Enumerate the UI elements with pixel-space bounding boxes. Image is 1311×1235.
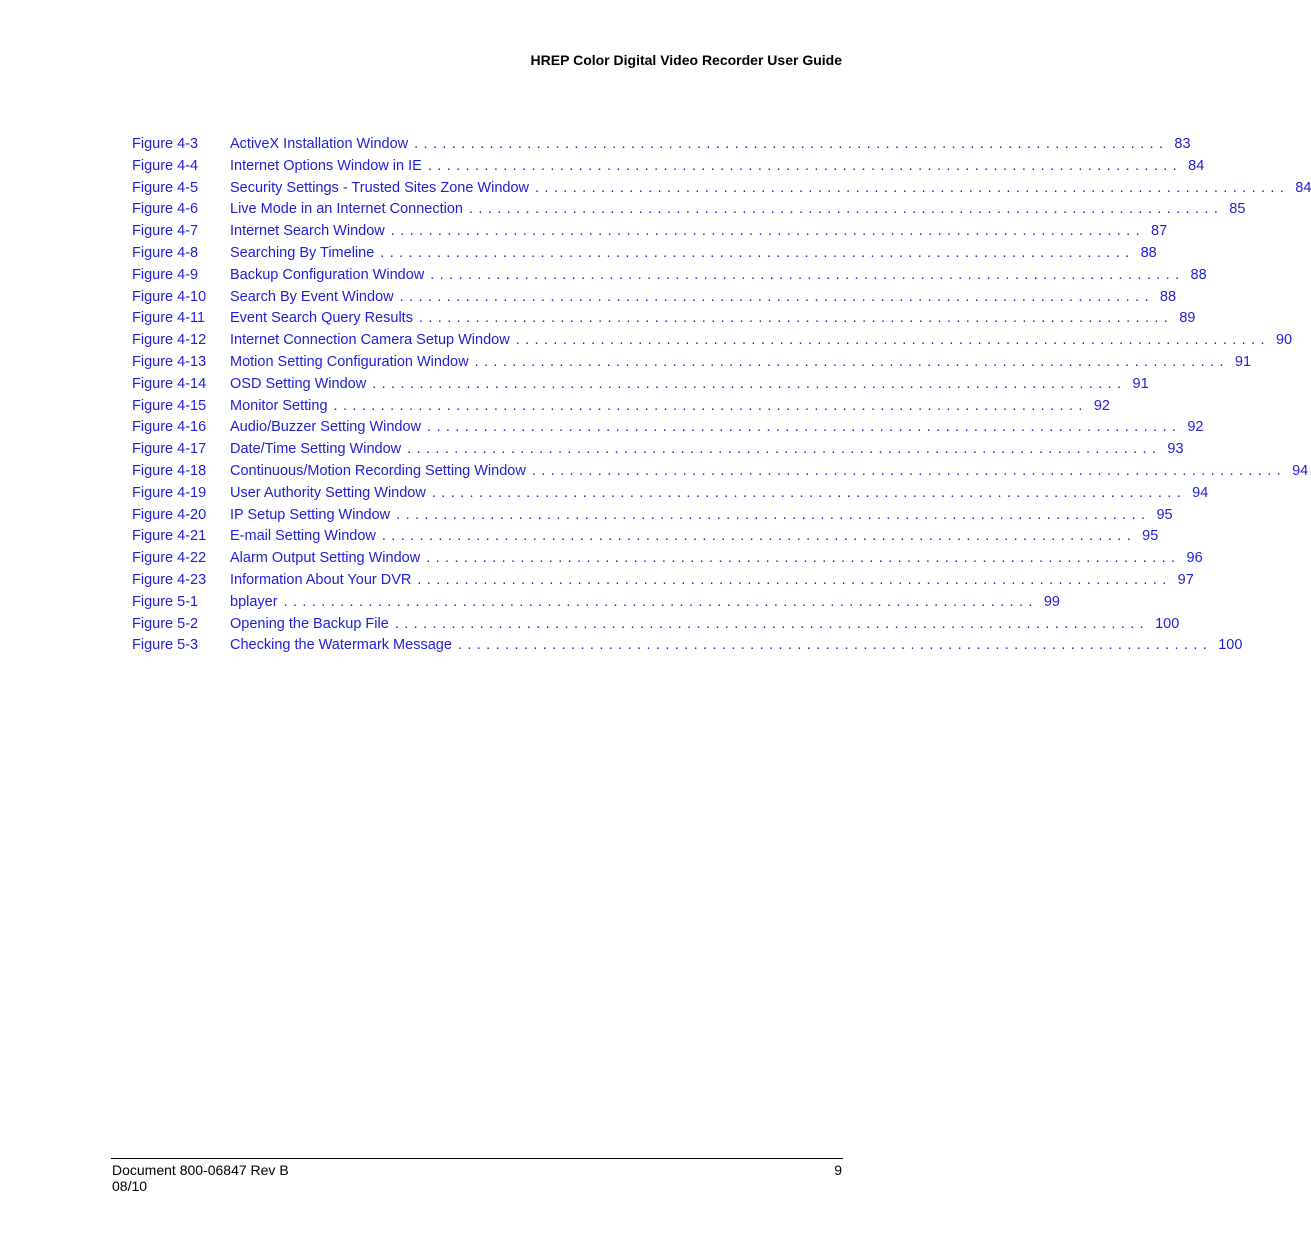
dot-leader: ................................................................................ xyxy=(431,484,1187,501)
toc-figure-number: Figure 4-12 xyxy=(132,332,207,349)
dot-leader: ................................................................................ xyxy=(283,593,1038,610)
dot-leader: ................................................................................ xyxy=(468,201,1224,218)
toc-figure-number: Figure 4-9 xyxy=(132,266,199,283)
toc-page-number: 89 xyxy=(1179,310,1196,327)
dot-leader: ................................................................................ xyxy=(515,332,1270,349)
toc-figure-number: Figure 4-13 xyxy=(132,353,207,370)
toc-figure-title: Internet Options Window in IE xyxy=(230,157,422,174)
toc-figure-number: Figure 4-7 xyxy=(132,223,199,240)
toc-figure-number: Figure 4-15 xyxy=(132,397,207,414)
toc-entry[interactable] xyxy=(132,330,1293,352)
toc-figure-title: Information About Your DVR xyxy=(230,571,412,588)
dot-leader: ................................................................................ xyxy=(531,462,1287,479)
toc-figure-number: Figure 4-20 xyxy=(132,506,207,523)
toc-page-number: 92 xyxy=(1093,397,1110,414)
dot-leader: ................................................................................ xyxy=(417,571,1172,588)
toc-entry[interactable] xyxy=(132,570,1194,592)
toc-figure-number: Figure 5-1 xyxy=(132,593,199,610)
toc-figure-number: Figure 4-18 xyxy=(132,462,207,479)
document-number: Document 800-06847 Rev B xyxy=(112,1162,289,1178)
toc-figure-number: Figure 4-23 xyxy=(132,571,207,588)
toc-entry[interactable] xyxy=(132,308,1196,330)
dot-leader: ................................................................................ xyxy=(399,288,1154,305)
toc-entry[interactable] xyxy=(132,526,1159,548)
toc-page-number: 84 xyxy=(1188,157,1205,174)
toc-figure-title: ActiveX Installation Window xyxy=(230,136,409,152)
footer-document-info xyxy=(112,1162,289,1194)
dot-leader: ................................................................................ xyxy=(430,266,1185,283)
dot-leader: ................................................................................ xyxy=(380,244,1135,261)
toc-figure-number: Figure 4-6 xyxy=(132,201,199,218)
dot-leader: ................................................................................ xyxy=(474,353,1229,370)
toc-figure-number: Figure 4-11 xyxy=(132,310,206,327)
dot-leader: ................................................................................ xyxy=(390,223,1146,240)
toc-figure-title: bplayer xyxy=(230,593,278,610)
toc-figure-number: Figure 4-8 xyxy=(132,244,199,261)
toc-entry[interactable] xyxy=(132,417,1204,439)
document-date: 08/10 xyxy=(112,1178,148,1194)
toc-page-number: 88 xyxy=(1159,288,1177,305)
dot-leader: ................................................................................ xyxy=(457,637,1213,654)
toc-page-number: 87 xyxy=(1151,223,1168,240)
toc-page-number: 99 xyxy=(1043,593,1060,610)
toc-page-number: 85 xyxy=(1229,201,1246,218)
toc-figure-number: Figure 4-19 xyxy=(132,484,207,501)
toc-page-number: 83 xyxy=(1174,136,1191,152)
toc-entry[interactable] xyxy=(132,287,1177,309)
toc-entry[interactable] xyxy=(132,265,1207,287)
toc-figure-title: User Authority Setting Window xyxy=(230,484,426,501)
footer-divider xyxy=(111,1158,843,1159)
dot-leader: ................................................................................ xyxy=(427,157,1183,174)
toc-figure-number: Figure 4-10 xyxy=(132,288,207,305)
toc-entry[interactable] xyxy=(132,483,1209,505)
toc-figure-title: Checking the Watermark Message xyxy=(230,637,452,654)
toc-entry[interactable] xyxy=(132,548,1203,570)
toc-entry[interactable] xyxy=(132,461,1309,483)
dot-leader: ................................................................................ xyxy=(396,506,1151,523)
toc-figure-number: Figure 4-3 xyxy=(132,136,199,152)
page-number: 9 xyxy=(834,1162,842,1178)
toc-figure-title: Event Search Query Results xyxy=(230,310,413,327)
toc-entry[interactable] xyxy=(132,614,1180,636)
toc-entry[interactable] xyxy=(132,396,1110,418)
toc-figure-title: Continuous/Motion Recording Setting Window xyxy=(230,462,526,479)
toc-page-number: 95 xyxy=(1156,506,1173,523)
toc-figure-number: Figure 4-14 xyxy=(132,375,207,392)
toc-figure-title: Backup Configuration Window xyxy=(230,266,425,283)
toc-figure-number: Figure 4-16 xyxy=(132,419,207,436)
toc-figure-title: Live Mode in an Internet Connection xyxy=(230,201,463,218)
toc-entry[interactable] xyxy=(132,199,1246,221)
toc-figure-number: Figure 4-17 xyxy=(132,441,207,458)
toc-figure-title: OSD Setting Window xyxy=(230,375,367,392)
dot-leader: ................................................................................ xyxy=(418,310,1174,327)
toc-entry[interactable] xyxy=(132,156,1205,178)
toc-figure-number: Figure 4-21 xyxy=(132,528,207,545)
toc-figure-title: Alarm Output Setting Window xyxy=(230,550,421,567)
toc-figure-title: Internet Connection Camera Setup Window xyxy=(230,332,510,349)
toc-entry[interactable] xyxy=(132,134,1191,156)
dot-leader: ................................................................................ xyxy=(372,375,1127,392)
toc-entry[interactable] xyxy=(132,439,1184,461)
toc-figure-title: E-mail Setting Window xyxy=(230,528,376,545)
toc-page-number: 96 xyxy=(1186,550,1203,567)
toc-figure-number: Figure 5-3 xyxy=(132,637,199,654)
toc-entry[interactable] xyxy=(132,221,1168,243)
dot-leader: ................................................................................ xyxy=(427,419,1182,436)
running-header-title: HREP Color Digital Video Recorder User Guide xyxy=(530,52,842,68)
toc-entry[interactable] xyxy=(132,592,1060,614)
toc-figure-title: Searching By Timeline xyxy=(230,244,375,261)
dot-leader: ................................................................................ xyxy=(381,528,1137,545)
toc-page-number: 94 xyxy=(1292,462,1309,479)
toc-entry[interactable] xyxy=(132,243,1157,265)
toc-figure-title: IP Setup Setting Window xyxy=(230,506,391,523)
dot-leader: ................................................................................ xyxy=(426,550,1181,567)
toc-figure-number: Figure 5-2 xyxy=(132,615,199,632)
toc-page-number: 94 xyxy=(1192,484,1209,501)
toc-page-number: 100 xyxy=(1218,637,1243,654)
toc-entry[interactable] xyxy=(132,505,1173,527)
toc-entry[interactable] xyxy=(132,352,1252,374)
toc-page-number: 92 xyxy=(1187,419,1204,436)
toc-figure-title: Monitor Setting xyxy=(230,397,328,414)
toc-figure-title: Opening the Backup File xyxy=(230,615,389,632)
dot-leader: ................................................................................ xyxy=(535,179,1290,196)
dot-leader: ................................................................................ xyxy=(407,441,1162,458)
toc-page-number: 91 xyxy=(1234,353,1252,370)
toc-entry[interactable] xyxy=(132,374,1149,396)
toc-figure-title: Audio/Buzzer Setting Window xyxy=(230,419,422,436)
dot-leader: ................................................................................ xyxy=(394,615,1150,632)
toc-page-number: 95 xyxy=(1142,528,1159,545)
dot-leader: ................................................................................ xyxy=(414,136,1169,152)
toc-page-number: 84 xyxy=(1295,179,1311,196)
dot-leader: ................................................................................ xyxy=(333,397,1088,414)
toc-figure-title: Search By Event Window xyxy=(230,288,394,305)
toc-page-number: 90 xyxy=(1275,332,1293,349)
toc-page-number: 100 xyxy=(1155,615,1180,632)
toc-page-number: 88 xyxy=(1140,244,1157,261)
toc-page-number: 97 xyxy=(1177,571,1194,588)
toc-figure-title: Motion Setting Configuration Window xyxy=(230,353,469,370)
toc-figure-number: Figure 4-22 xyxy=(132,550,207,567)
toc-page-number: 88 xyxy=(1190,266,1207,283)
toc-figure-title: Security Settings - Trusted Sites Zone Window xyxy=(230,179,529,196)
toc-figure-number: Figure 4-4 xyxy=(132,157,199,174)
toc-entry[interactable] xyxy=(132,635,1243,657)
toc-page-number: 93 xyxy=(1167,441,1184,458)
toc-figure-number: Figure 4-5 xyxy=(132,179,199,196)
toc-figure-title: Date/Time Setting Window xyxy=(230,441,402,458)
toc-page-number: 91 xyxy=(1132,375,1149,392)
toc-figure-title: Internet Search Window xyxy=(230,223,385,240)
list-of-figures xyxy=(132,134,1311,657)
toc-entry[interactable] xyxy=(132,178,1311,200)
